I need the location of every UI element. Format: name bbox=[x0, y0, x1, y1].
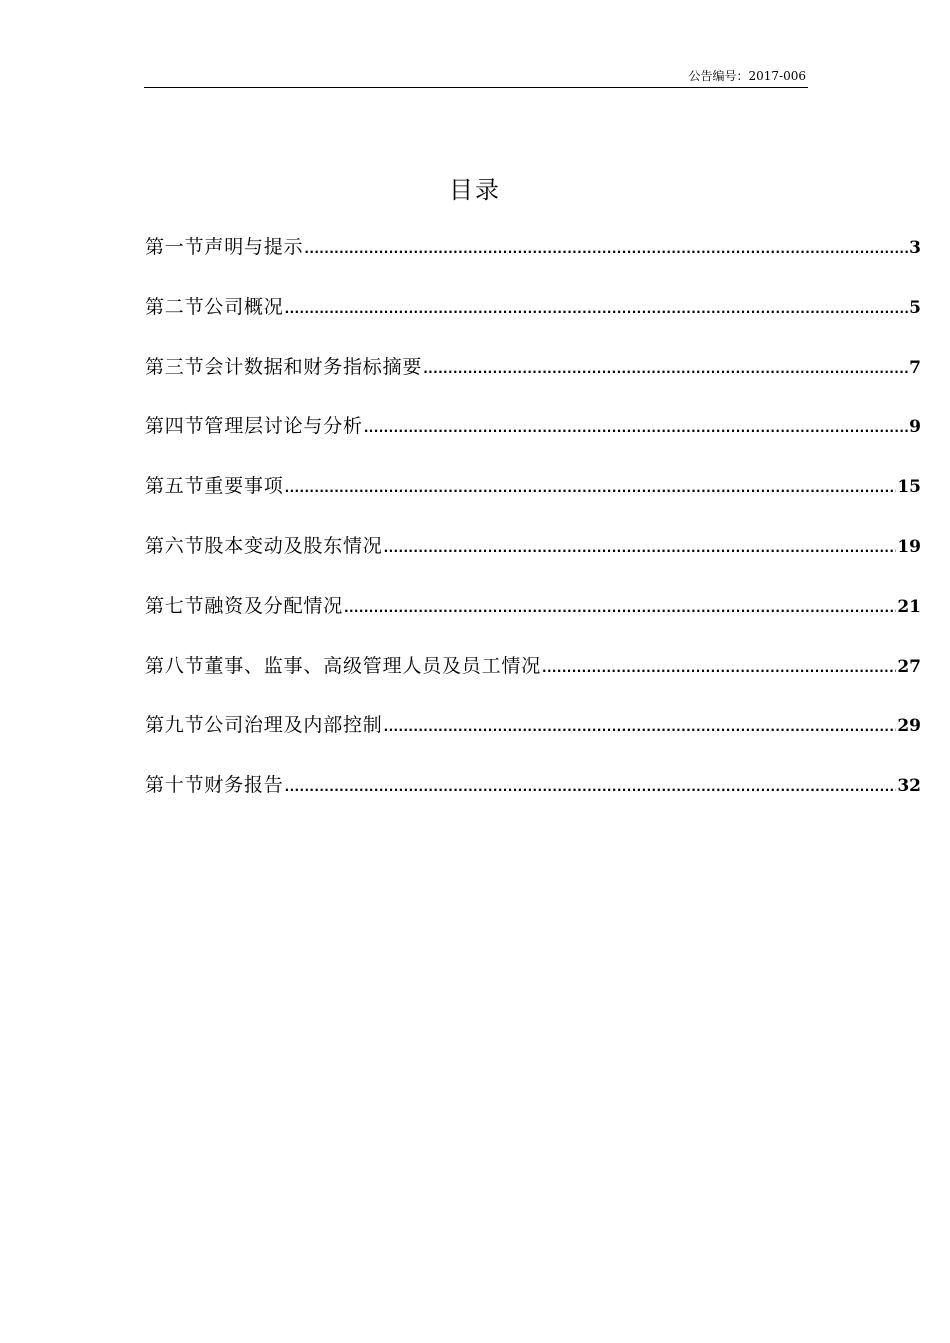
toc-entry-label: 第八节董事、监事、高级管理人员及员工情况 bbox=[145, 654, 542, 677]
toc-entry-page: 15 bbox=[897, 477, 921, 498]
toc-entry-page: 3 bbox=[909, 238, 921, 258]
toc-entry[interactable] bbox=[145, 770, 921, 830]
announcement-id: 公告编号：2017-006 bbox=[688, 69, 806, 83]
dot-leader bbox=[304, 234, 908, 264]
toc-entry[interactable] bbox=[145, 471, 921, 531]
toc-entry-page: 5 bbox=[909, 297, 921, 318]
toc-entry-page: 29 bbox=[897, 716, 921, 737]
dot-leader bbox=[384, 712, 897, 742]
header-rule bbox=[144, 87, 808, 88]
toc-entry[interactable] bbox=[145, 591, 921, 651]
toc-entry-label: 第十节财务报告 bbox=[145, 774, 284, 797]
toc-entry-label: 第一节声明与提示 bbox=[145, 236, 304, 258]
dot-leader bbox=[364, 413, 908, 443]
dot-leader bbox=[285, 294, 909, 324]
toc-entry-label: 第七节融资及分配情况 bbox=[145, 594, 344, 617]
toc-entry-page: 32 bbox=[897, 776, 921, 797]
dot-leader bbox=[344, 593, 896, 623]
toc-entry-page: 7 bbox=[909, 357, 921, 378]
dot-leader bbox=[542, 653, 896, 683]
dot-leader bbox=[384, 533, 897, 563]
toc-entry[interactable] bbox=[145, 710, 921, 770]
dot-leader bbox=[423, 354, 908, 384]
toc-entry[interactable] bbox=[145, 232, 921, 292]
dot-leader bbox=[285, 473, 897, 503]
toc-title: 目录 bbox=[449, 176, 501, 204]
toc-entry[interactable] bbox=[145, 292, 921, 352]
toc-entry[interactable] bbox=[145, 411, 921, 471]
dot-leader bbox=[285, 772, 897, 802]
toc-entry-label: 第九节公司治理及内部控制 bbox=[145, 714, 383, 737]
toc-entry-page: 21 bbox=[897, 596, 921, 617]
toc-entry[interactable] bbox=[145, 531, 921, 591]
toc-entry-label: 第四节管理层讨论与分析 bbox=[145, 415, 363, 438]
toc-entry[interactable] bbox=[145, 651, 921, 711]
toc-entry[interactable] bbox=[145, 352, 921, 412]
toc-entry-page: 19 bbox=[897, 536, 921, 557]
toc-entry-label: 第二节公司概况 bbox=[145, 295, 284, 318]
toc-entry-page: 27 bbox=[897, 656, 921, 677]
toc-entry-label: 第五节重要事项 bbox=[145, 475, 284, 498]
toc-entry-page: 9 bbox=[909, 417, 921, 438]
toc-entry-label: 第三节会计数据和财务指标摘要 bbox=[145, 355, 423, 378]
toc-entry-label: 第六节股本变动及股东情况 bbox=[145, 534, 383, 557]
toc-list bbox=[145, 232, 921, 830]
